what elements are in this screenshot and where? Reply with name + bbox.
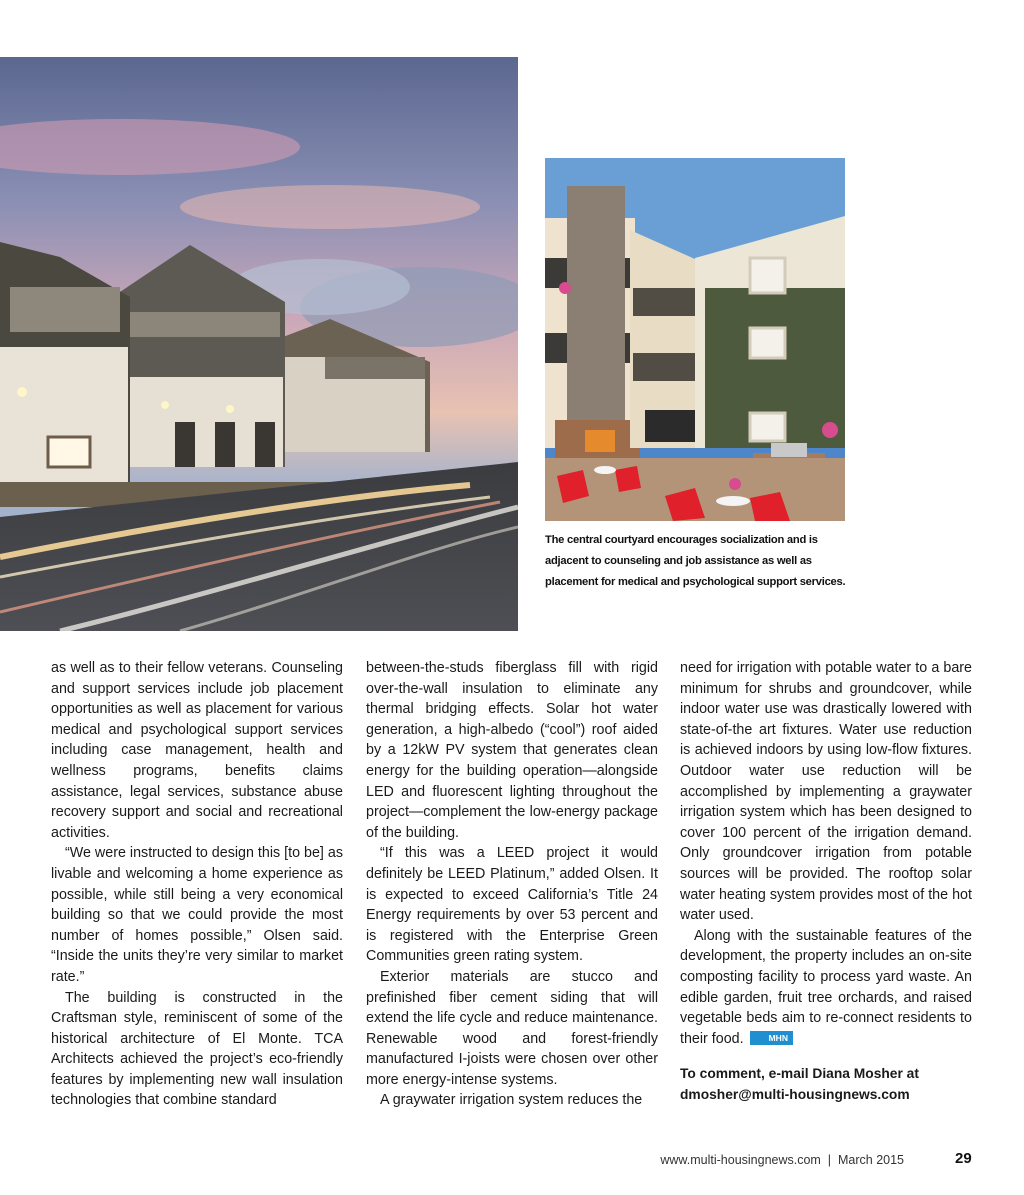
paragraph: as well as to their fellow veterans. Counseling and support services include job placement opportunities as well as placement for various medical and psychological support services including case management, health and wellness programs, benefits claims assistance, legal services, substance abuse recovery support and social and recreational activities. — [51, 660, 343, 841]
main-photo — [0, 57, 518, 631]
contact-block — [680, 1063, 972, 1105]
paragraph: A graywater irrigation system reduces the — [380, 1092, 643, 1109]
paragraph: between-the-studs fiberglass fill with rigid over-the-wall insulation to eliminate any thermal bridging effects. Solar hot water generation, a high-albedo (“cool”) roof aided by a 12kW PV system that generates clean energy for the building operation—alongside LED and fluorescent lighting throughout the project—complement the low-energy package of the building. — [366, 660, 658, 841]
contact-text: To comment, e-mail Diana Mosher at — [680, 1066, 919, 1082]
paragraph: “We were instructed to design this [to be] as livable and welcoming a home experience as possible, while still being a very economical building so that we could provide the most number of homes possible,” Olsen said. “Inside the units they’re very similar to market rate.” — [51, 845, 343, 985]
mhn-end-badge: MHN — [750, 1031, 793, 1045]
courtyard-photo — [545, 158, 845, 521]
paragraph: “If this was a LEED project it would definitely be LEED Platinum,” added Olsen. It is expected to exceed California’s Title 24 Energy requirements by over 53 percent and is registered with the Enterprise Green Communities green rating system. — [366, 845, 658, 965]
article-column-2 — [366, 658, 658, 1111]
photo-caption: The central courtyard encourages socialization and is adjacent to counseling and job assistance as well as placement for medical and psychological support services. — [545, 534, 846, 588]
article-column-1 — [51, 658, 343, 1111]
paragraph: The building is constructed in the Craftsman style, reminiscent of some of the historical architecture of El Monte. TCA Architects achieved the project’s eco-friendly features by implementing new wall insulation technologies that combine standard — [51, 989, 343, 1109]
paragraph: need for irrigation with potable water to a bare minimum for shrubs and groundcover, while indoor water use was drastically lowered with state-of-the art fixtures. Water use reduction is achieved indoors by using low-flow fixtures. Outdoor water use reduction will be accomplished by implementing a graywater irrigation system which has been designed to cover 100 percent of the irrigation demand. Only groundcover irrigation from potable sources will be provided. The rooftop solar water heating system provides most of the hot water used. — [680, 660, 972, 924]
contact-email-link[interactable]: dmosher@multi-housingnews.com — [680, 1087, 910, 1103]
paragraph — [680, 926, 972, 1050]
courtyard-image — [545, 158, 845, 521]
building-dusk-image — [0, 57, 518, 631]
paragraph-text: Along with the sustainable features of the development, the property includes an on-site composting facility to process yard waste. An edible garden, fruit tree orchards, and raised vegetable beds aim to re-connect residents to their food. — [680, 927, 972, 1047]
page-number: 29 — [955, 1150, 972, 1167]
footer-url: www.multi-housingnews.com | March 2015 — [660, 1153, 904, 1167]
paragraph: Exterior materials are stucco and prefinished fiber cement siding that will extend the life cycle and reduce maintenance. Renewable wood and forest-friendly manufactured I-joists were chosen over other more energy-intense systems. — [366, 968, 658, 1088]
article-column-3 — [680, 658, 972, 1105]
